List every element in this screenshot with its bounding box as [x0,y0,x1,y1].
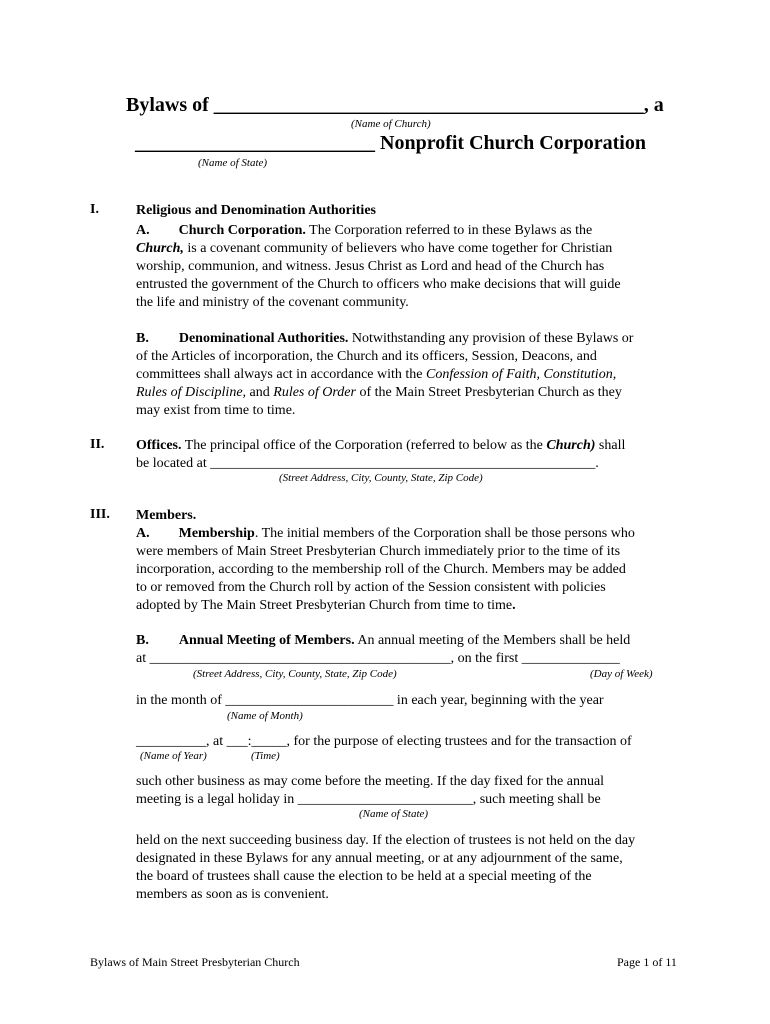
section-1a-text: is a covenant community of believers who have come together for Christian [183,241,613,256]
section-3a-line-4: to or removed from the Church roll by action of the Session consistent with policies [136,580,606,595]
section-3a-line-2: were members of Main Street Presbyterian Church immediately prior to the time of its [136,544,621,559]
section-3b-line-7: held on the next succeeding business day. If the election of trustees is not held on the day [136,833,636,848]
section-2-number: II. [90,437,105,452]
section-1b-title: Denominational Authorities. [178,331,349,346]
section-1b-line-2: of the Articles of incorporation, the Church and its officers, Session, Deacons, and [136,349,597,364]
section-1b-text: and [246,385,274,400]
section-1a-line-1 [136,222,592,240]
section-1b-line-5: may exist from time to time. [136,403,296,418]
section-1b-line-1 [136,330,633,348]
section-3b-year-caption: (Name of Year) [140,750,207,762]
section-1b-rules-order: Rules of Order [273,385,356,400]
section-3b-line-6: meeting is a legal holiday in _________________________, such meeting shall be [136,792,601,807]
section-3b-line-10: members as soon as is convenient. [136,887,329,902]
footer-page-number: Page 1 of 11 [617,955,677,969]
section-1-heading: Religious and Denomination Authorities [136,203,376,218]
section-3a-label: A. [136,526,150,541]
section-1b-text: Notwithstanding any provision of these Bylaws or [348,331,634,346]
section-3b-line-1 [136,632,630,650]
section-1b-label: B. [136,331,149,346]
section-3a-line-3: incorporation, according to the membership roll of the Church. Members may be added [136,562,626,577]
section-1b-text: committees shall always act in accordance with the [136,367,427,382]
section-3-number: III. [90,507,110,522]
section-3b-line-4: __________, at ___:_____, for the purpose of electing trustees and for the transaction of [136,734,632,749]
section-3b-line-5: such other business as may come before the meeting. If the day fixed for the annual [136,774,605,789]
section-3b-text: An annual meeting of the Members shall be held [354,633,631,648]
section-1a-title: Church Corporation. [178,223,306,238]
section-1a-line-3: worship, communion, and witness. Jesus Christ as Lord and head of the Church has [136,259,605,274]
title-line-1: Bylaws of ___________________________________________, a [126,94,664,116]
section-3-heading: Members. [136,508,197,523]
section-1b-confession: Confession of Faith, Constitution, [426,367,617,382]
section-3b-title: Annual Meeting of Members. [178,633,355,648]
section-1b-line-3 [136,366,616,384]
state-name-caption: (Name of State) [198,157,268,169]
section-2-text: shall [595,438,626,453]
section-2-church-term: Church) [546,438,596,453]
section-2-text: The principal office of the Corporation (referred to below as the [181,438,547,453]
section-3b-line-8: designated in these Bylaws for any annual meeting, or at any adjournment of the same, [136,851,623,866]
section-1b-rules-discipline: Rules of Discipline, [136,385,247,400]
section-2-line-1 [136,437,625,455]
section-3b-line-3: in the month of ________________________ in each year, beginning with the year [136,693,604,708]
section-2-address-caption: (Street Address, City, County, State, Zip Code) [279,472,483,484]
section-1b-text: of the Main Street Presbyterian Church as they [355,385,622,400]
section-1-number: I. [90,202,99,217]
section-1a-line-5: the life and ministry of the covenant community. [136,295,409,310]
section-1b-line-4 [136,384,622,402]
section-3b-month-caption: (Name of Month) [227,710,303,722]
section-1a-line-4: entrusted the government of the Church to officers who make decisions that will guide [136,277,621,292]
section-3a-period: . [512,598,516,613]
section-3b-label: B. [136,633,149,648]
section-3a-text: . The initial members of the Corporation shall be those persons who [254,526,635,541]
section-2-line-2: be located at _______________________________________________________. [136,456,599,471]
section-3a-text: adopted by The Main Street Presbyterian Church from time to time [136,598,513,613]
section-3b-time-caption: (Time) [251,750,280,762]
section-3b-line-2: at ___________________________________________, on the first ______________ [136,651,620,666]
section-1a-church-term: Church, [136,241,184,256]
section-3b-state-caption: (Name of State) [359,808,429,820]
section-2-title: Offices. [136,438,182,453]
footer-title: Bylaws of Main Street Presbyterian Church [90,955,300,969]
section-3a-line-5 [136,597,516,615]
section-3a-line-1 [136,525,635,543]
church-name-caption: (Name of Church) [351,118,431,130]
section-1a-text: The Corporation referred to in these Bylaws as the [305,223,593,238]
section-3b-day-caption: (Day of Week) [590,668,653,680]
section-1a-label: A. [136,223,150,238]
section-1a-line-2 [136,240,612,258]
section-3b-line-9: the board of trustees shall cause the election to be held at a special meeting of the [136,869,592,884]
section-3a-title: Membership [178,526,255,541]
title-line-2: ________________________ Nonprofit Church Corporation [135,132,646,154]
section-3b-address-caption: (Street Address, City, County, State, Zip Code) [193,668,397,680]
